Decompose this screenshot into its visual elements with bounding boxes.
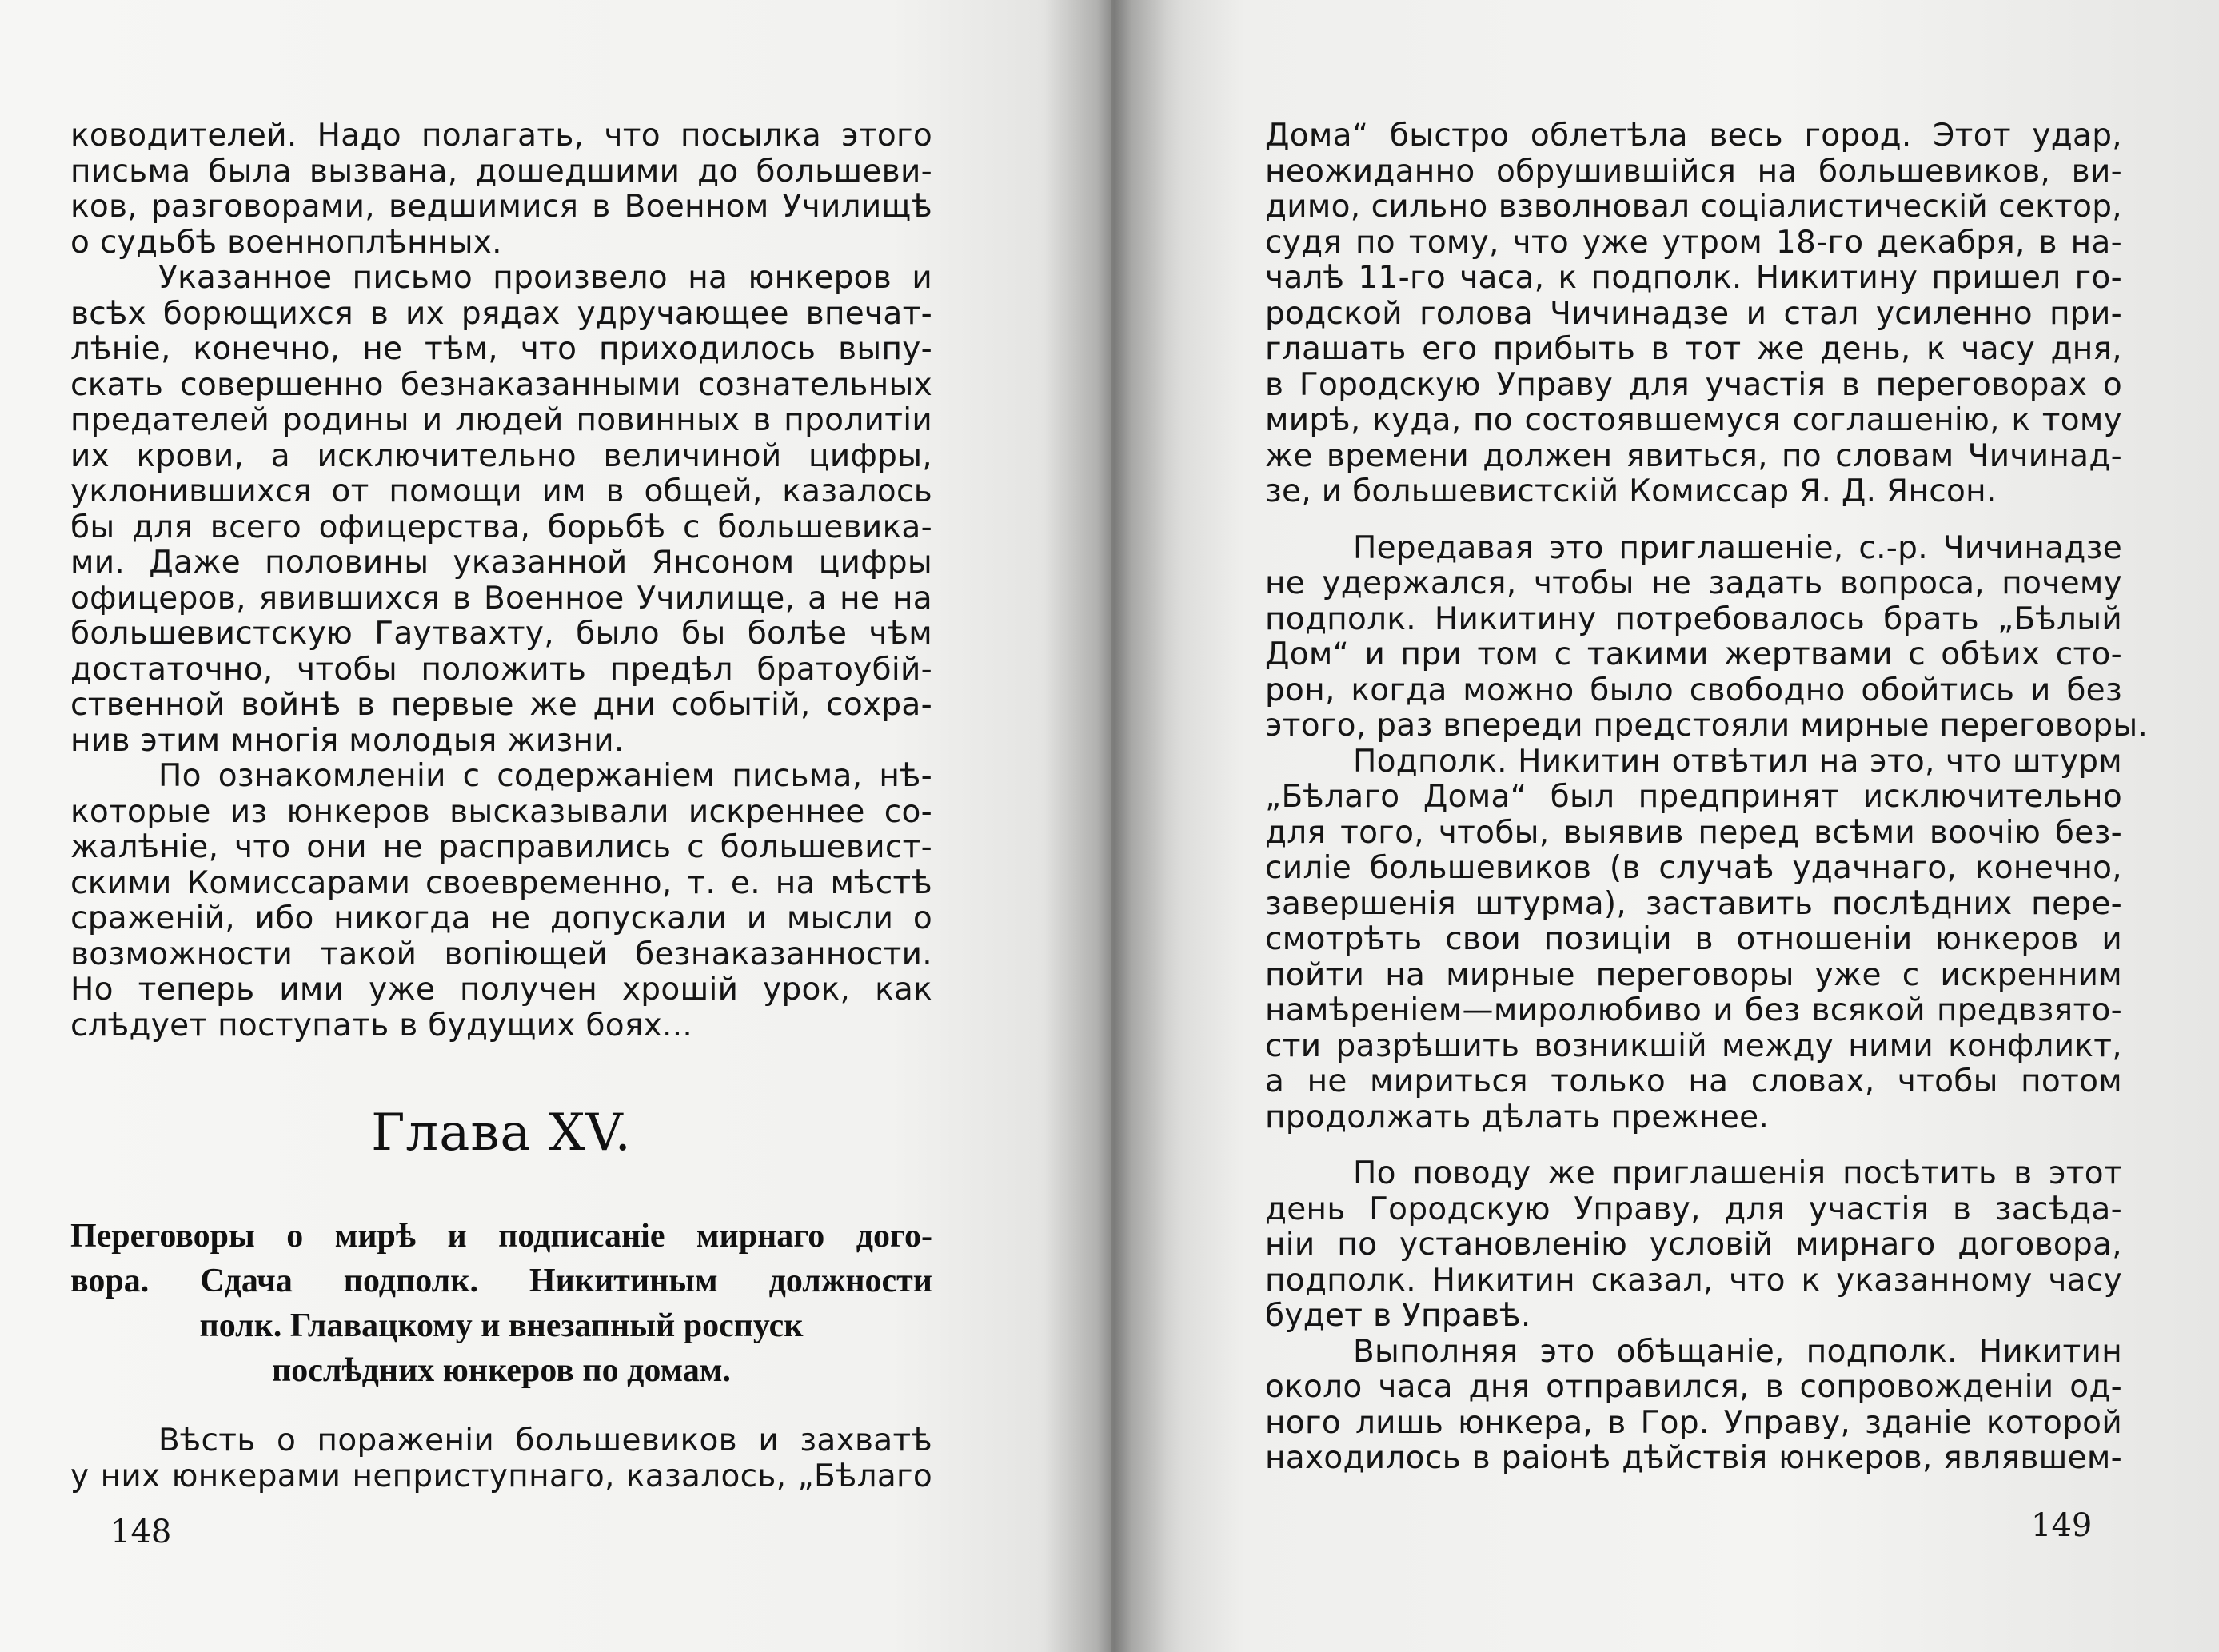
text-line: нив этим многія молодыя жизни. — [70, 722, 625, 759]
text-line: „Бѣлаго Дома“ был предпринят исключительно — [1265, 779, 2122, 815]
text-line: находилось в раіонѣ дѣйствія юнкеров, являвшем- — [1265, 1440, 2122, 1476]
text-line: Указанное письмо произвело на юнкеров и — [158, 260, 932, 296]
text-line: в Городскую Управу для участія в переговорах о — [1265, 366, 2122, 403]
text-line: слѣдует поступать в будущих боях... — [70, 1007, 693, 1043]
right-page-body — [1265, 118, 2149, 1477]
text-line: подполк. Никитин сказал, что к указанному часу — [1265, 1262, 2122, 1299]
left-paragraph-4 — [70, 1423, 932, 1494]
text-line: не удержался, чтобы не задать вопроса, почему — [1265, 565, 2122, 601]
text-line: Вѣсть о пораженіи большевиков и захватѣ — [158, 1423, 932, 1458]
text-line: Передавая это приглашеніе, с.-р. Чичинадзе — [1353, 529, 2122, 566]
text-line: По поводу же приглашенія посѣтить в этот — [1353, 1155, 2122, 1191]
text-line: судя по тому, что уже утром 18-го декабря, в на- — [1265, 224, 2122, 261]
text-line: бы для всего офицерства, борьбѣ с большевика- — [70, 509, 932, 545]
text-line: их крови, а исключительно величиной цифры, — [70, 437, 932, 474]
text-line: сти разрѣшить возникшій между ними конфликт, — [1265, 1028, 2122, 1064]
text-line: ного лишь юнкера, в Гор. Управу, зданіе которой — [1265, 1404, 2122, 1441]
text-line: зе, и большевистскій Комиссар Я. Д. Янсон. — [1265, 473, 1997, 509]
text-line: завершенія штурма), заставить послѣдних пере- — [1265, 885, 2122, 922]
text-line: скими Комиссарами своевременно, т. е. на мѣстѣ — [70, 864, 932, 901]
text-line: жалѣніе, что они не расправились с большевист- — [70, 829, 932, 865]
left-paragraph-2 — [70, 261, 932, 759]
subtitle-line: вора. Сдача подполк. Никитиным должности — [70, 1263, 932, 1299]
text-line: около часа дня отправился, в сопровожденіи од- — [1265, 1369, 2122, 1405]
right-paragraph-2 — [1265, 529, 2149, 744]
text-line: ководителей. Надо полагать, что посылка этого — [70, 118, 932, 154]
left-page-body-bottom — [70, 1423, 932, 1494]
text-line: неожиданно обрушившійся на большевиков, ви- — [1265, 153, 2122, 190]
text-line: о судьбѣ военноплѣнных. — [70, 224, 502, 261]
right-paragraph-1 — [1265, 118, 2122, 510]
text-line: пойти на мирные переговоры уже с искренним — [1265, 956, 2122, 993]
text-line: По ознакомленіи с содержаніем письма, нѣ- — [158, 758, 932, 794]
text-line: будет в Управѣ. — [1265, 1298, 1531, 1334]
subtitle-line: полк. Главацкому и внезапный роспуск — [199, 1307, 804, 1344]
text-line: большевистскую Гаутвахту, было бы болѣе чѣм — [70, 616, 932, 652]
text-line: рон, когда можно было свободно обойтись и без — [1265, 672, 2122, 708]
chapter-title: Глава XV. — [371, 1103, 632, 1163]
left-paragraph-3 — [70, 759, 932, 1043]
text-line: а не мириться только на словах, чтобы потом — [1265, 1063, 2122, 1099]
text-line: Выполняя это обѣщаніе, подполк. Никитин — [1353, 1333, 2122, 1370]
text-line: у них юнкерами неприступнаго, казалось, „Бѣлаго — [70, 1458, 932, 1494]
right-paragraph-4 — [1265, 1156, 2122, 1335]
subtitle-line: послѣдних юнкеров по домам. — [272, 1352, 731, 1389]
left-paragraph-1 — [70, 118, 932, 261]
text-line: сраженій, ибо никогда не допускали и мысли о — [70, 900, 932, 936]
text-line: письма была вызвана, дошедшими до большеви- — [70, 153, 932, 190]
text-line: уклонившихся от помощи им в общей, казалось — [70, 473, 932, 509]
left-page-body — [70, 118, 932, 1043]
paragraph-gap — [1265, 510, 2122, 531]
text-line: чалѣ 11-го часа, к подполк. Никитину пришел го- — [1265, 260, 2122, 296]
text-line: предателей родины и людей повинных в пролитіи — [70, 402, 932, 438]
page-number-right: 149 — [2031, 1507, 2093, 1544]
text-line: же времени должен явиться, по словам Чичинад- — [1265, 437, 2122, 474]
text-line: лѣніе, конечно, не тѣм, что приходилось выпу- — [70, 331, 932, 367]
text-line: силіе большевиков (в случаѣ удачнаго, конечно, — [1265, 850, 2122, 886]
text-line: офицеров, явившихся в Военное Училище, а не на — [70, 580, 932, 617]
text-line: Дом“ и при том с такими жертвами с обѣих сто- — [1265, 636, 2122, 672]
text-line: достаточно, чтобы положить предѣл братоубій- — [70, 651, 932, 688]
paragraph-gap — [1265, 1135, 2122, 1156]
text-line: мирѣ, куда, по состоявшемуся соглашенію, к тому — [1265, 402, 2122, 438]
right-paragraph-5 — [1265, 1335, 2122, 1477]
text-line: которые из юнкеров высказывали искреннее со- — [70, 793, 932, 830]
text-line: подполк. Никитину потребовалось брать „Бѣлый — [1265, 601, 2122, 637]
chapter-subtitle — [70, 1214, 932, 1393]
text-line: родской голова Чичинадзе и стал усиленно при- — [1265, 295, 2122, 332]
right-paragraph-3 — [1265, 744, 2122, 1136]
text-line: димо, сильно взволновал соціалистическій сектор, — [1265, 189, 2122, 225]
text-line: ков, разговорами, ведшимися в Военном Училищѣ — [70, 189, 932, 225]
text-line: глашать его прибыть в тот же день, к часу дня, — [1265, 331, 2122, 367]
text-line: скать совершенно безнаказанными сознательных — [70, 366, 932, 403]
text-line: этого, раз впереди предстояли мирные переговоры. — [1265, 708, 2149, 744]
text-line: смотрѣть свои позиціи в отношеніи юнкеров и — [1265, 921, 2122, 957]
subtitle-line: Переговоры о мирѣ и подписаніе мирнаго дого- — [70, 1218, 932, 1255]
text-line: ственной войнѣ в первые же дни событій, сохра- — [70, 687, 932, 723]
text-line: Дома“ быстро облетѣла весь город. Этот удар, — [1265, 118, 2122, 154]
page-number-left: 148 — [110, 1514, 172, 1550]
text-line: ми. Даже половины указанной Янсоном цифры — [70, 545, 932, 581]
text-line: день Городскую Управу, для участія в засѣда- — [1265, 1191, 2122, 1227]
text-line: всѣх борющихся в их рядах удручающее впечат- — [70, 295, 932, 332]
text-line: Подполк. Никитин отвѣтил на это, что штурм — [1353, 743, 2122, 780]
text-line: для того, чтобы, выявив перед всѣми воочію без- — [1265, 814, 2122, 851]
text-line: намѣреніем—миролюбиво и без всякой предвзято- — [1265, 992, 2122, 1028]
text-line: возможности такой вопіющей безнаказанности. — [70, 936, 932, 972]
text-line: ніи по установленію условій мирнаго договора, — [1265, 1227, 2122, 1263]
text-line: продолжать дѣлать прежнее. — [1265, 1099, 1770, 1135]
text-line: Но теперь ими уже получен хрошій урок, как — [70, 972, 932, 1008]
